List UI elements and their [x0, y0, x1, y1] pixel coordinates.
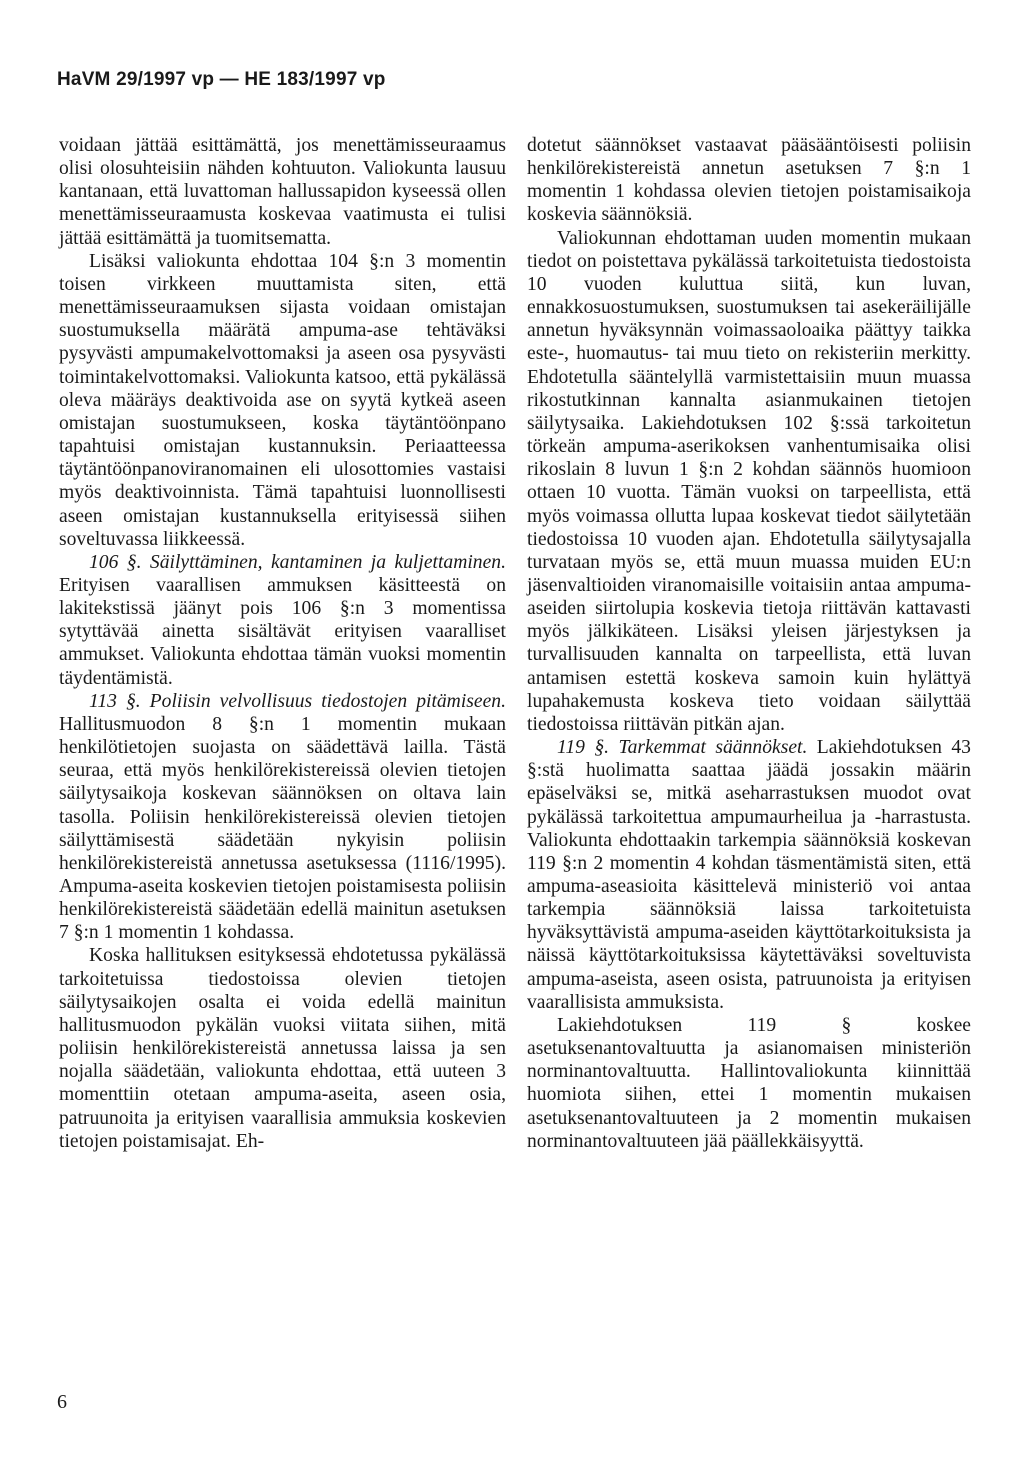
paragraph: Lisäksi valiokunta ehdottaa 104 §:n 3 momentin toisen virkkeen muuttamista siten, että menettämisseuraamuksen sijasta voidaan omistajan suostumuksella määrätä ampuma-ase tehtäväksi pysyvästi ampumakelvottomaksi ja aseen osa pysyvästi toimintakelvottomaksi. Valiokunta katsoo, että pykälässä oleva määräys deaktivoida ase on syytä kytkeä aseen omistajan suostumukseen, koska täytäntöönpano tapahtuisi omistajan kustannuksin. Periaatteessa täytäntöönpanoviranomainen eli ulosottomies vastaisi myös deaktivoinnista. Tämä tapahtuisi luonnollisesti aseen omistajan kustannuksella erityisessä siihen soveltuvassa liikkeessä. — [59, 250, 506, 550]
section-heading: 113 §. Poliisin velvollisuus tiedostojen pitämiseen. — [89, 690, 506, 712]
paragraph: Valiokunnan ehdottaman uuden momentin mukaan tiedot on poistettava pykälässä tarkoitetuista tiedostoista 10 vuoden kuluttua siitä, kun luvan, ennakkosuostumuksen, suostumuksen tai asekeräilijälle annetun hyväksynnän voimassaoloaika päättyy taikka este-, huomautus- tai muu tieto on rekisteriin merkitty. Ehdotetulla sääntelyllä varmistettaisiin muun muassa rikostutkinnan kannalta asianmukainen tietojen säilytysaika. Lakiehdotuksen 102 §:ssä tarkoitetun törkeän ampuma-aserikoksen vanhentumisaika olisi rikoslain 8 luvun 1 §:n 2 kohdan säännös huomioon ottaen 10 vuotta. Tämän vuoksi on tarpeellista, että myös voimassa ollutta lupaa koskevat tiedot säilytetään tiedostoissa 10 vuoden ajan. Ehdotetulla säilytysajalla turvataan myös se, että muun muassa muiden EU:n jäsenvaltioiden viranomaisille voitaisiin antaa ampuma-aseiden siirtolupia koskevia tietoja riittävän kattavasti myös jälkikäteen. Lisäksi yleisen järjestyksen ja turvallisuuden kannalta on tarpeellista, että luvan antamisen estettä koskeva samoin kuin hylättyä lupahakemusta koskeva tieto voidaan säilyttää tiedostoissa riittävän pitkän ajan. — [527, 227, 971, 735]
section-body: Lakiehdotuksen 43 §:stä huolimatta saattaa jäädä jossakin määrin epäselväksi se, mitkä aseharrastuksen muodot ovat pykälässä tarkoitettua ampumaurheilua ja -harrastusta. Valiokunta ehdottaakin tarkempia säännöksiä koskevan 119 §:n 2 momentin 4 kohdan täsmentämistä siten, että ampuma-aseasioita käsittelevä ministeriö voi antaa tarkempia säännöksiä laissa tarkoitetuista hyväksyttävistä ampuma-aseiden käyttötarkoituksista ja näissä käyttötarkoituksissa käytettäväksi soveltuvista ampuma-aseista, aseen osista, patruunoista ja erityisen vaarallisista ammuksista. — [527, 737, 971, 1013]
section-body: Hallitusmuodon 8 §:n 1 momentin mukaan henkilötietojen suojasta on säädettävä lailla. Tästä seuraa, että myös henkilörekistereissä olevien tietojen säilytysaikoja koskevan säännöksen on oltava lain tasolla. Poliisin henkilörekistereissä olevien tietojen säilyttämisestä säädetään nykyisin poliisin henkilörekistereistä annetussa asetuksessa (1116/1995). Ampuma-aseita koskevien tietojen poistamisesta poliisin henkilörekistereistä säädetään edellä mainitun asetuksen 7 §:n 1 momentin 1 kohdassa. — [59, 713, 506, 944]
section-paragraph — [59, 690, 506, 945]
paragraph: dotetut säännökset vastaavat pääsääntöisesti poliisin henkilörekistereistä annetun asetuksen 7 §:n 1 momentin 1 kohdassa olevien tietojen poistamisaikoja koskevia säännöksiä. — [527, 135, 971, 226]
page-number: 6 — [57, 1391, 67, 1413]
left-column — [59, 134, 506, 1153]
paragraph: voidaan jättää esittämättä, jos menettämisseuraamus olisi olosuhteisiin nähden kohtuuton. Valiokunta lausuu kantanaan, että luvattoman hallussapidon kyseessä ollen menettämisseuraamusta koskevaa vaatimusta ei tulisi jättää esittämättä ja tuomitsematta. — [59, 135, 506, 249]
paragraph: Koska hallituksen esityksessä ehdotetussa pykälässä tarkoitetuissa tiedostoissa olevien tietojen säilytysaikojen osalta ei voida edellä mainitun hallitusmuodon pykälän vuoksi viitata siihen, mitä poliisin henkilörekistereistä annetussa laissa ja sen nojalla säädetään, valiokunta ehdottaa, että uuteen 3 momenttiin otetaan ampuma-aseita, aseen osia, patruunoita ja erityisen vaarallisia ammuksia koskevien tietojen poistamisajat. Eh- — [59, 945, 506, 1152]
section-paragraph — [59, 551, 506, 690]
section-heading: 106 §. Säilyttäminen, kantaminen ja kuljettaminen. — [89, 551, 506, 573]
section-body: Erityisen vaarallisen ammuksen käsitteestä on lakitekstissä jäänyt pois 106 §:n 3 momentissa sytyttävää ainetta sisältävät erityisen vaaralliset ammukset. Valiokunta ehdottaa tämän vuoksi momentin täydentämistä. — [59, 574, 506, 689]
section-heading: 119 §. Tarkemmat säännökset. — [557, 737, 808, 759]
paragraph: Lakiehdotuksen 119 § koskee asetuksenantovaltuutta ja asianomaisen ministeriön norminantovaltuutta. Hallintovaliokunta kiinnittää huomiota siihen, ettei 1 momentin mukaisen asetuksenantovaltuuteen ja 2 momentin mukaisen norminantovaltuuteen jää päällekkäisyyttä. — [527, 1014, 971, 1152]
right-column — [527, 134, 971, 1153]
page-header: HaVM 29/1997 vp — HE 183/1997 vp — [57, 69, 386, 90]
section-paragraph — [527, 736, 971, 1014]
